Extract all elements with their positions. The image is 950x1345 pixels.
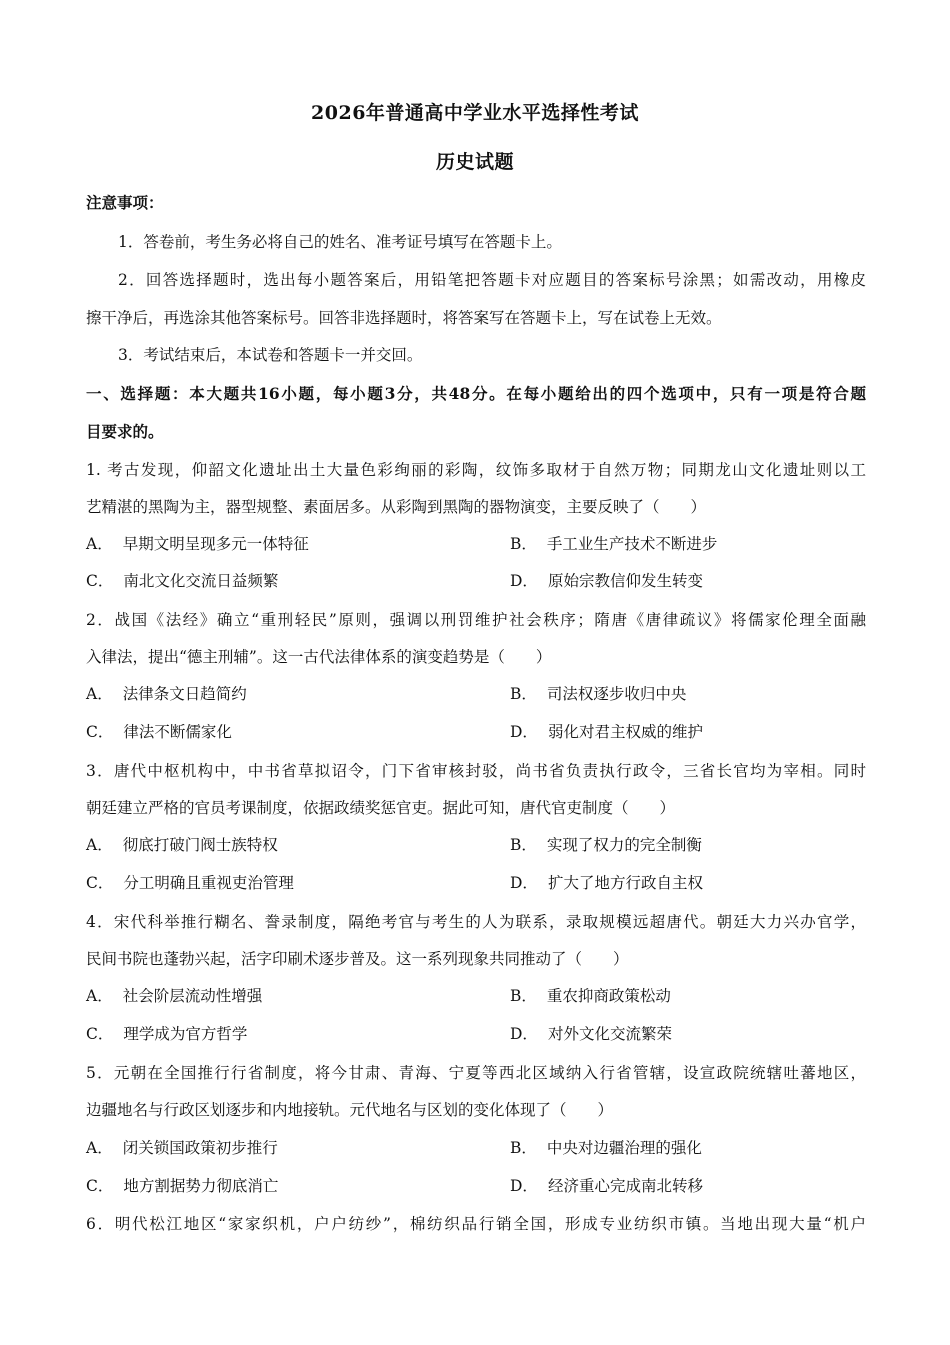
exam-subject: 历史试题 [435, 151, 514, 173]
option-text: 南北文化交流日益频繁 [123, 572, 279, 590]
question-1-line-1: 1. 考古发现，仰韶文化遗址出土大量色彩绚丽的彩陶，纹饰多取材于自然万物；同期龙山文化遗址则以工 [86, 461, 866, 479]
option-text: 地方割据势力彻底消亡 [123, 1177, 279, 1195]
question-2-option-c[interactable] [86, 722, 232, 742]
option-letter: C． [86, 723, 114, 741]
option-letter: C． [86, 1177, 114, 1195]
notice-item-2-line-2: 擦干净后，再选涂其他答案标号。回答非选择题时，将答案写在答题卡上，写在试卷上无效。 [86, 309, 722, 327]
question-3-option-a[interactable] [86, 835, 278, 855]
option-text: 彻底打破门阀士族特权 [122, 836, 278, 854]
option-letter: B． [510, 535, 537, 553]
option-letter: D． [510, 874, 538, 892]
question-4-option-d[interactable] [510, 1024, 672, 1044]
option-text: 中央对边疆治理的强化 [546, 1139, 702, 1157]
question-1-option-c[interactable] [86, 571, 278, 591]
question-3-line-2: 朝廷建立严格的官员考课制度，依据政绩奖惩官吏。据此可知，唐代官吏制度（ ） [86, 799, 676, 817]
question-4-option-b[interactable] [510, 986, 671, 1006]
option-letter: D． [510, 723, 538, 741]
question-3-option-d[interactable] [510, 873, 703, 893]
option-text: 闭关锁国政策初步推行 [122, 1139, 278, 1157]
question-5-option-d[interactable] [510, 1176, 703, 1196]
option-letter: B． [510, 836, 537, 854]
question-3-option-c[interactable] [86, 873, 294, 893]
exam-title: 2026年普通高中学业水平选择性考试 [311, 102, 639, 124]
question-1-line-2: 艺精湛的黑陶为主，器型规整、素面居多。从彩陶到黑陶的器物演变，主要反映了（ ） [86, 498, 707, 516]
option-letter: A． [86, 1139, 113, 1157]
question-1-option-b[interactable] [510, 534, 717, 554]
option-text: 律法不断儒家化 [123, 723, 232, 741]
option-text: 早期文明呈现多元一体特征 [122, 535, 309, 553]
question-5-option-c[interactable] [86, 1176, 278, 1196]
question-4-line-2: 民间书院也蓬勃兴起，活字印刷术逐步普及。这一系列现象共同推动了（ ） [86, 950, 629, 968]
option-letter: C． [86, 874, 114, 892]
question-2-line-1: 2．战国《法经》确立“重刑轻民”原则，强调以刑罚维护社会秩序；隋唐《唐律疏议》将儒家伦理全面融 [86, 611, 866, 629]
option-text: 社会阶层流动性增强 [122, 987, 263, 1005]
option-letter: A． [86, 836, 113, 854]
question-6-line-1: 6．明代松江地区“家家织机，户户纺纱”，棉纺织品行销全国，形成专业纺织市镇。当地出现大量“机户 [86, 1215, 866, 1233]
notice-item-2-line-1: 2．回答选择题时，选出每小题答案后，用铅笔把答题卡对应题目的答案标号涂黑；如需改动，用橡皮 [118, 271, 866, 289]
question-2-option-a[interactable] [86, 684, 247, 704]
option-letter: A． [86, 987, 113, 1005]
option-text: 分工明确且重视吏治管理 [123, 874, 294, 892]
notice-heading: 注意事项： [86, 193, 164, 212]
notice-item-1: 1．答卷前，考生务必将自己的姓名、准考证号填写在答题卡上。 [118, 233, 562, 251]
question-5-line-1: 5．元朝在全国推行行省制度，将今甘肃、青海、宁夏等西北区域纳入行省管辖，设宣政院统辖吐蕃地区， [86, 1064, 866, 1082]
section-heading-line-1: 一、选择题：本大题共16小题，每小题3分，共48分。在每小题给出的四个选项中，只有一项是符合题 [86, 384, 866, 403]
option-text: 法律条文日趋简约 [122, 685, 247, 703]
option-text: 经济重心完成南北转移 [547, 1177, 703, 1195]
question-4-option-a[interactable] [86, 986, 262, 1006]
option-text: 实现了权力的完全制衡 [546, 836, 702, 854]
question-2-option-b[interactable] [510, 684, 686, 704]
question-1-option-a[interactable] [86, 534, 309, 554]
option-letter: B． [510, 987, 537, 1005]
question-2-line-2: 入律法，提出“德主刑辅”。这一古代法律体系的演变趋势是（ ） [86, 648, 552, 666]
option-text: 重农抑商政策松动 [546, 987, 671, 1005]
option-letter: D． [510, 572, 538, 590]
question-5-line-2: 边疆地名与行政区划逐步和内地接轨。元代地名与区划的变化体现了（ ） [86, 1101, 614, 1119]
option-letter: D． [510, 1177, 538, 1195]
option-text: 弱化对君主权威的维护 [547, 723, 703, 741]
question-4-option-c[interactable] [86, 1024, 247, 1044]
question-3-line-1: 3．唐代中枢机构中，中书省草拟诏令，门下省审核封驳，尚书省负责执行政令，三省长官均为宰相。同时 [86, 762, 866, 780]
option-letter: A． [86, 535, 113, 553]
question-4-line-1: 4．宋代科举推行糊名、誊录制度，隔绝考官与考生的人为联系，录取规模远超唐代。朝廷大力兴办官学， [86, 913, 866, 931]
option-letter: B． [510, 685, 537, 703]
option-letter: D． [510, 1025, 538, 1043]
option-letter: C． [86, 1025, 114, 1043]
section-heading-line-2: 目要求的。 [86, 422, 164, 441]
question-1-option-d[interactable] [510, 571, 703, 591]
option-text: 理学成为官方哲学 [123, 1025, 248, 1043]
question-5-option-a[interactable] [86, 1138, 278, 1158]
option-text: 对外文化交流繁荣 [547, 1025, 672, 1043]
option-text: 扩大了地方行政自主权 [547, 874, 703, 892]
option-text: 司法权逐步收归中央 [546, 685, 687, 703]
option-text: 手工业生产技术不断进步 [546, 535, 718, 553]
notice-item-3: 3．考试结束后，本试卷和答题卡一并交回。 [118, 346, 423, 364]
question-5-option-b[interactable] [510, 1138, 702, 1158]
option-text: 原始宗教信仰发生转变 [547, 572, 703, 590]
option-letter: B． [510, 1139, 537, 1157]
option-letter: C． [86, 572, 114, 590]
question-2-option-d[interactable] [510, 722, 703, 742]
question-3-option-b[interactable] [510, 835, 702, 855]
option-letter: A． [86, 685, 113, 703]
